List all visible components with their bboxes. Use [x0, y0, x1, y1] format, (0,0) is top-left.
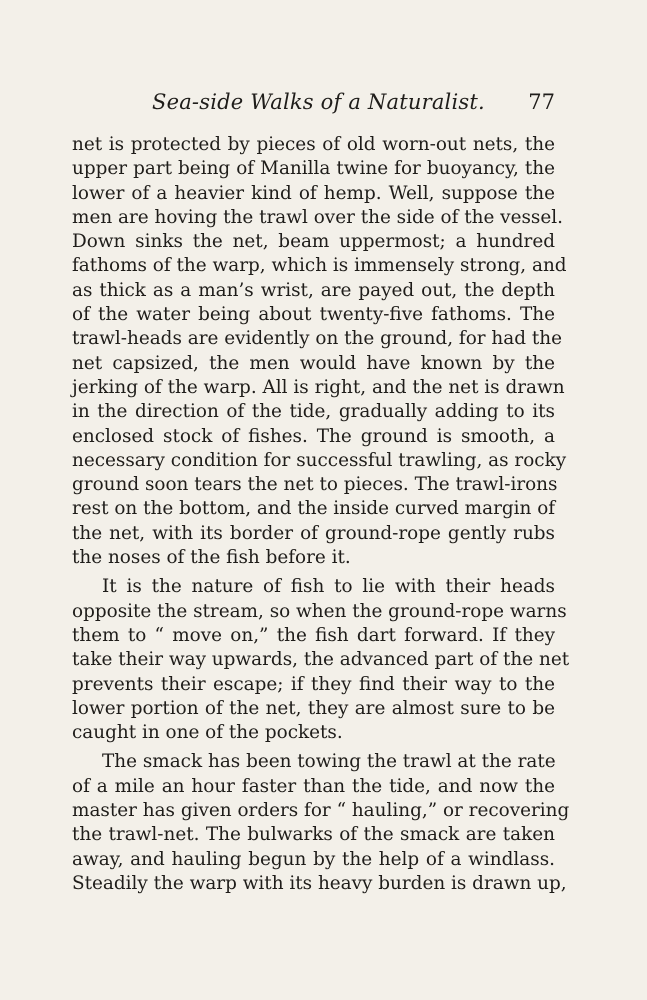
text-line: upper part being of Manilla twine for buoyancy, the: [72, 158, 555, 180]
text-line: caught in one of the pockets.: [72, 722, 343, 744]
text-line: trawl-heads are evidently on the ground, for had the: [72, 328, 562, 350]
text-line: the net, with its border of ground-rope gently rubs: [72, 522, 555, 544]
text-line: prevents their escape; if they find their way to the: [72, 673, 555, 695]
text-line: take their way upwards, the advanced part of the net: [72, 649, 570, 671]
text-line: of the water being about twenty-five fathoms. The: [72, 304, 555, 326]
paragraph-3: [72, 750, 570, 896]
paragraph-1: [72, 133, 567, 570]
running-title: Sea-side Walks of a Naturalist.: [152, 90, 485, 114]
text-line: lower of a heavier kind of hemp. Well, suppose the: [72, 182, 555, 204]
text-line: away, and hauling begun by the help of a windlass.: [72, 848, 555, 870]
text-line: of a mile an hour faster than the tide, and now the: [72, 775, 555, 797]
text-line: Down sinks the net, beam uppermost; a hundred: [72, 231, 555, 253]
text-line: opposite the stream, so when the ground-rope warns: [72, 600, 567, 622]
page-number: 77: [528, 90, 555, 114]
text-line: the noses of the fish before it.: [72, 547, 351, 569]
text-line: jerking of the warp. All is right, and the net is drawn: [72, 376, 565, 398]
text-line: ground soon tears the net to pieces. The trawl-irons: [72, 474, 558, 496]
body-text: [72, 133, 570, 896]
text-line: as thick as a man’s wrist, are payed out, the depth: [72, 279, 555, 301]
text-line: fathoms of the warp, which is immensely strong, and: [72, 255, 567, 277]
text-line: master has given orders for “ hauling,” or recovering: [72, 800, 570, 822]
text-line: necessary condition for successful trawling, as rocky: [72, 449, 567, 471]
text-line: rest on the bottom, and the inside curved margin of: [72, 498, 556, 520]
page-header: [72, 90, 555, 122]
text-line: lower portion of the net, they are almost sure to be: [72, 697, 555, 719]
text-line: It is the nature of fish to lie with their heads: [102, 576, 555, 598]
text-line: men are hoving the trawl over the side of the vessel.: [72, 206, 563, 228]
text-line: Steadily the warp with its heavy burden is drawn up,: [72, 872, 567, 894]
text-line: The smack has been towing the trawl at the rate: [102, 751, 556, 773]
text-line: net capsized, the men would have known by the: [72, 352, 555, 374]
text-line: in the direction of the tide, gradually adding to its: [72, 401, 555, 423]
text-line: them to “ move on,” the fish dart forward. If they: [72, 624, 555, 646]
paragraph-2: [72, 575, 570, 745]
text-line: enclosed stock of fishes. The ground is smooth, a: [72, 425, 555, 447]
text-line: the trawl-net. The bulwarks of the smack are taken: [72, 824, 555, 846]
text-line: net is protected by pieces of old worn-out nets, the: [72, 134, 555, 155]
